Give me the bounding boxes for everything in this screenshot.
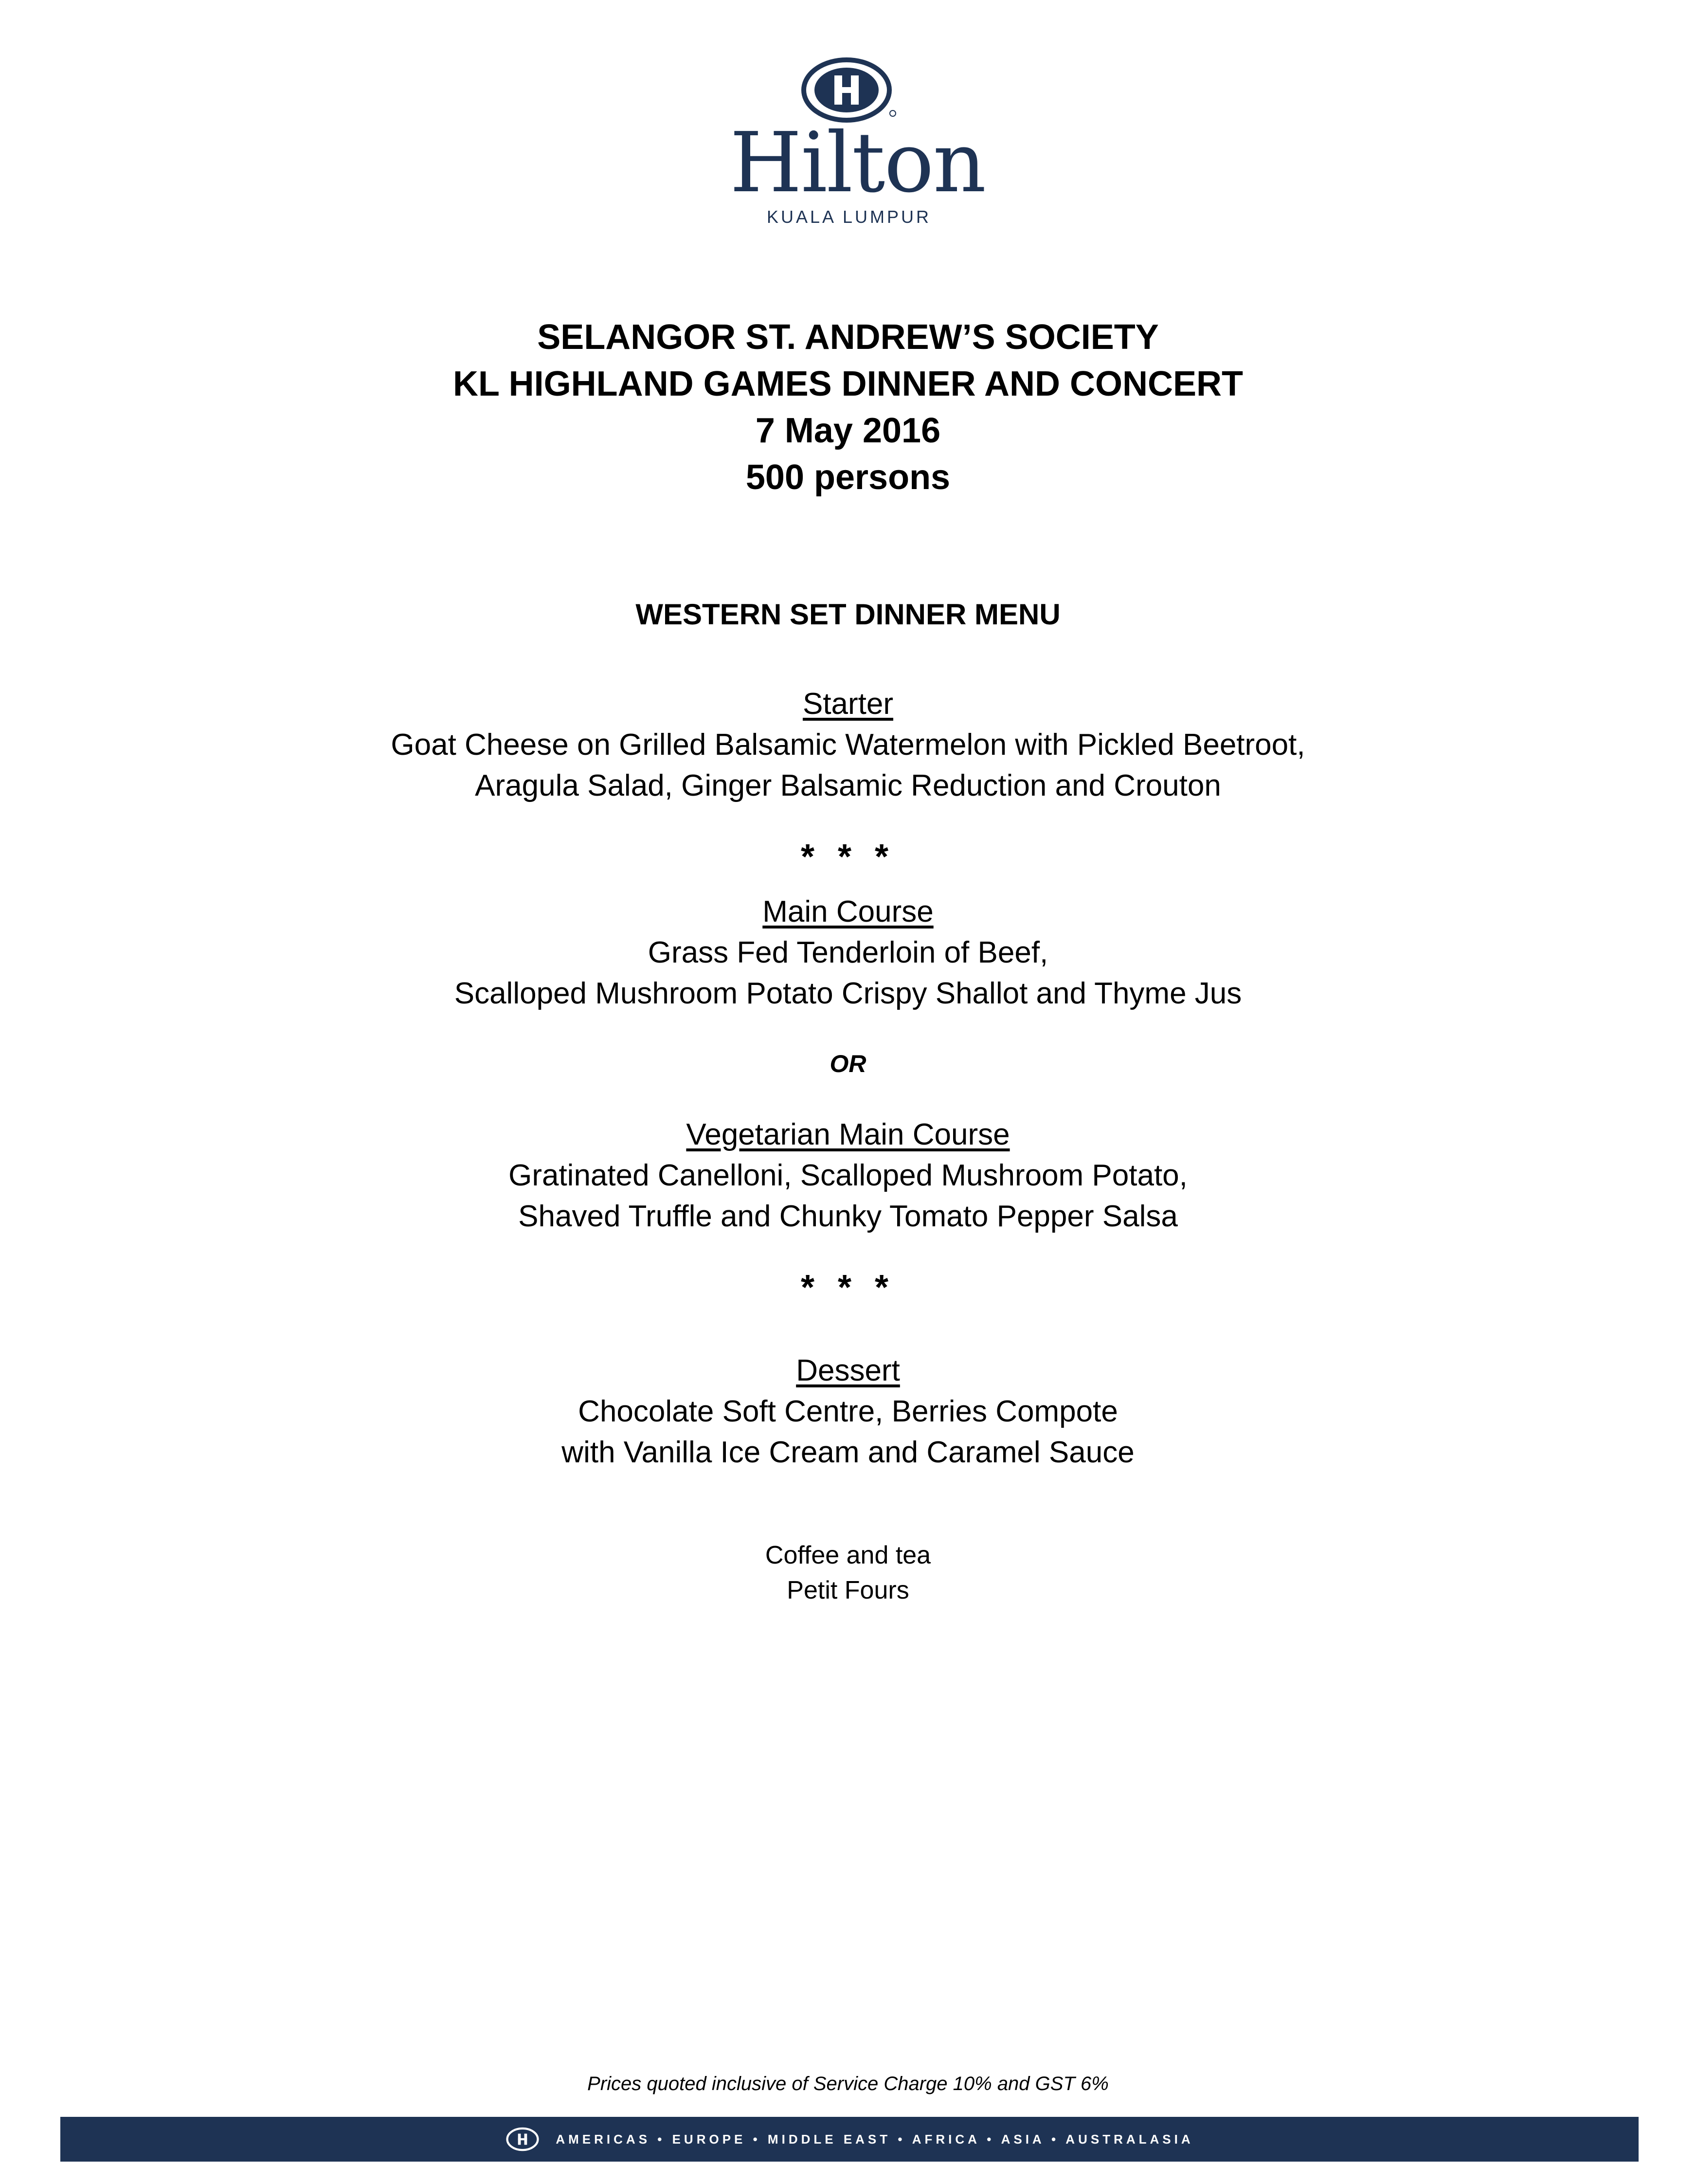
hilton-emblem-icon	[505, 2127, 540, 2151]
hilton-emblem-icon	[800, 56, 898, 124]
vegetarian-line-1: Gratinated Canelloni, Scalloped Mushroom Potato,	[508, 1159, 1188, 1192]
extras-line-2: Petit Fours	[787, 1576, 909, 1604]
vegetarian-section	[0, 1114, 1696, 1237]
hilton-logo	[730, 54, 986, 229]
dessert-line-1: Chocolate Soft Centre, Berries Compote	[578, 1395, 1118, 1428]
main-course-title: Main Course	[762, 895, 934, 928]
brand-city: KUALA LUMPUR	[766, 207, 932, 227]
menu-heading: WESTERN SET DINNER MENU	[635, 598, 1061, 631]
vegetarian-line-2: Shaved Truffle and Chunky Tomato Pepper Salsa	[518, 1200, 1178, 1233]
main-course-line-2: Scalloped Mushroom Potato Crispy Shallot and Thyme Jus	[454, 977, 1242, 1010]
or-label: OR	[830, 1050, 866, 1077]
dessert-section	[0, 1350, 1696, 1473]
footer-bar	[60, 2117, 1639, 2162]
dessert-title: Dessert	[796, 1354, 900, 1387]
extras-line-1: Coffee and tea	[765, 1541, 931, 1569]
course-separator: * * *	[800, 837, 896, 876]
event-society: SELANGOR ST. ANDREW’S SOCIETY	[537, 318, 1159, 357]
dessert-line-2: with Vanilla Ice Cream and Caramel Sauce	[561, 1436, 1135, 1469]
starter-section	[0, 684, 1696, 806]
price-note: Prices quoted inclusive of Service Charge 10% and GST 6%	[587, 2073, 1109, 2094]
event-date: 7 May 2016	[755, 411, 941, 450]
main-course-line-1: Grass Fed Tenderloin of Beef,	[648, 936, 1048, 969]
event-title: KL HIGHLAND GAMES DINNER AND CONCERT	[452, 364, 1243, 403]
extras-section	[0, 1538, 1696, 1608]
event-guests: 500 persons	[745, 458, 951, 497]
starter-title: Starter	[802, 687, 894, 721]
brand-wordmark: Hilton	[730, 115, 986, 211]
starter-line-2: Aragula Salad, Ginger Balsamic Reduction and Crouton	[475, 769, 1221, 802]
starter-line-1: Goat Cheese on Grilled Balsamic Watermelon with Pickled Beetroot,	[391, 728, 1305, 762]
footer-regions: AMERICAS • EUROPE • MIDDLE EAST • AFRICA • ASIA • AUSTRALASIA	[556, 2131, 1194, 2147]
main-course-section	[0, 892, 1696, 1014]
vegetarian-title: Vegetarian Main Course	[686, 1118, 1010, 1151]
course-separator-2: * * *	[800, 1268, 896, 1307]
